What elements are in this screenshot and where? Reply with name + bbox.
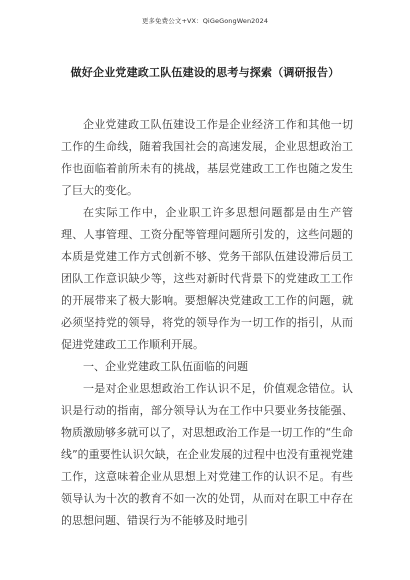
paragraph-intro: 企业党建政工队伍建设工作是企业经济工作和其他一切工作的生命线，随着我国社会的高速发展，企业思想政治工作也面临着前所未有的挑战，基层党建政工工作也随之发生了巨大的变化。 [61, 118, 353, 197]
header-note: 更多免费公文+VX：QiGeGongWen2024 [141, 17, 269, 25]
paragraph-section-one: 一是对企业思想政治工作认识不足，价值观念错位。认识是行动的指南，部分领导认为在工作中只要业务技能强、物质激励够多就可以了，对思想政治工作是一切工作的“生命线”的重要性认识欠缺，在企业发展的过程中也没有重视党建工作，这意味着企业从思想上对党建工作的认识不足。有些领导认为十次的教育不如一次的处罚，从而对在职工中存在的思想问题、错误行为不能够及时地引 [61, 382, 353, 527]
document-body [61, 114, 353, 532]
document-title: 做好企业党建政工队伍建设的思考与探索（调研报告） [70, 66, 340, 79]
section-heading: 一、企业党建政工队伍面临的问题 [83, 360, 248, 373]
paragraph-practice: 在实际工作中，企业职工许多思想问题都是由生产管理、人事管理、工资分配等管理问题所引发的，这些问题的本质是党建工作方式创新不够、党务干部队伍建设滞后员工团队工作意识缺少等，这些对新时代背景下的党建政工工作的开展带来了极大影响。要想解决党建政工工作的问题，就必须坚持党的领导，将党的领导作为一切工作的指引，从而促进党建政工工作顺利开展。 [61, 206, 353, 351]
